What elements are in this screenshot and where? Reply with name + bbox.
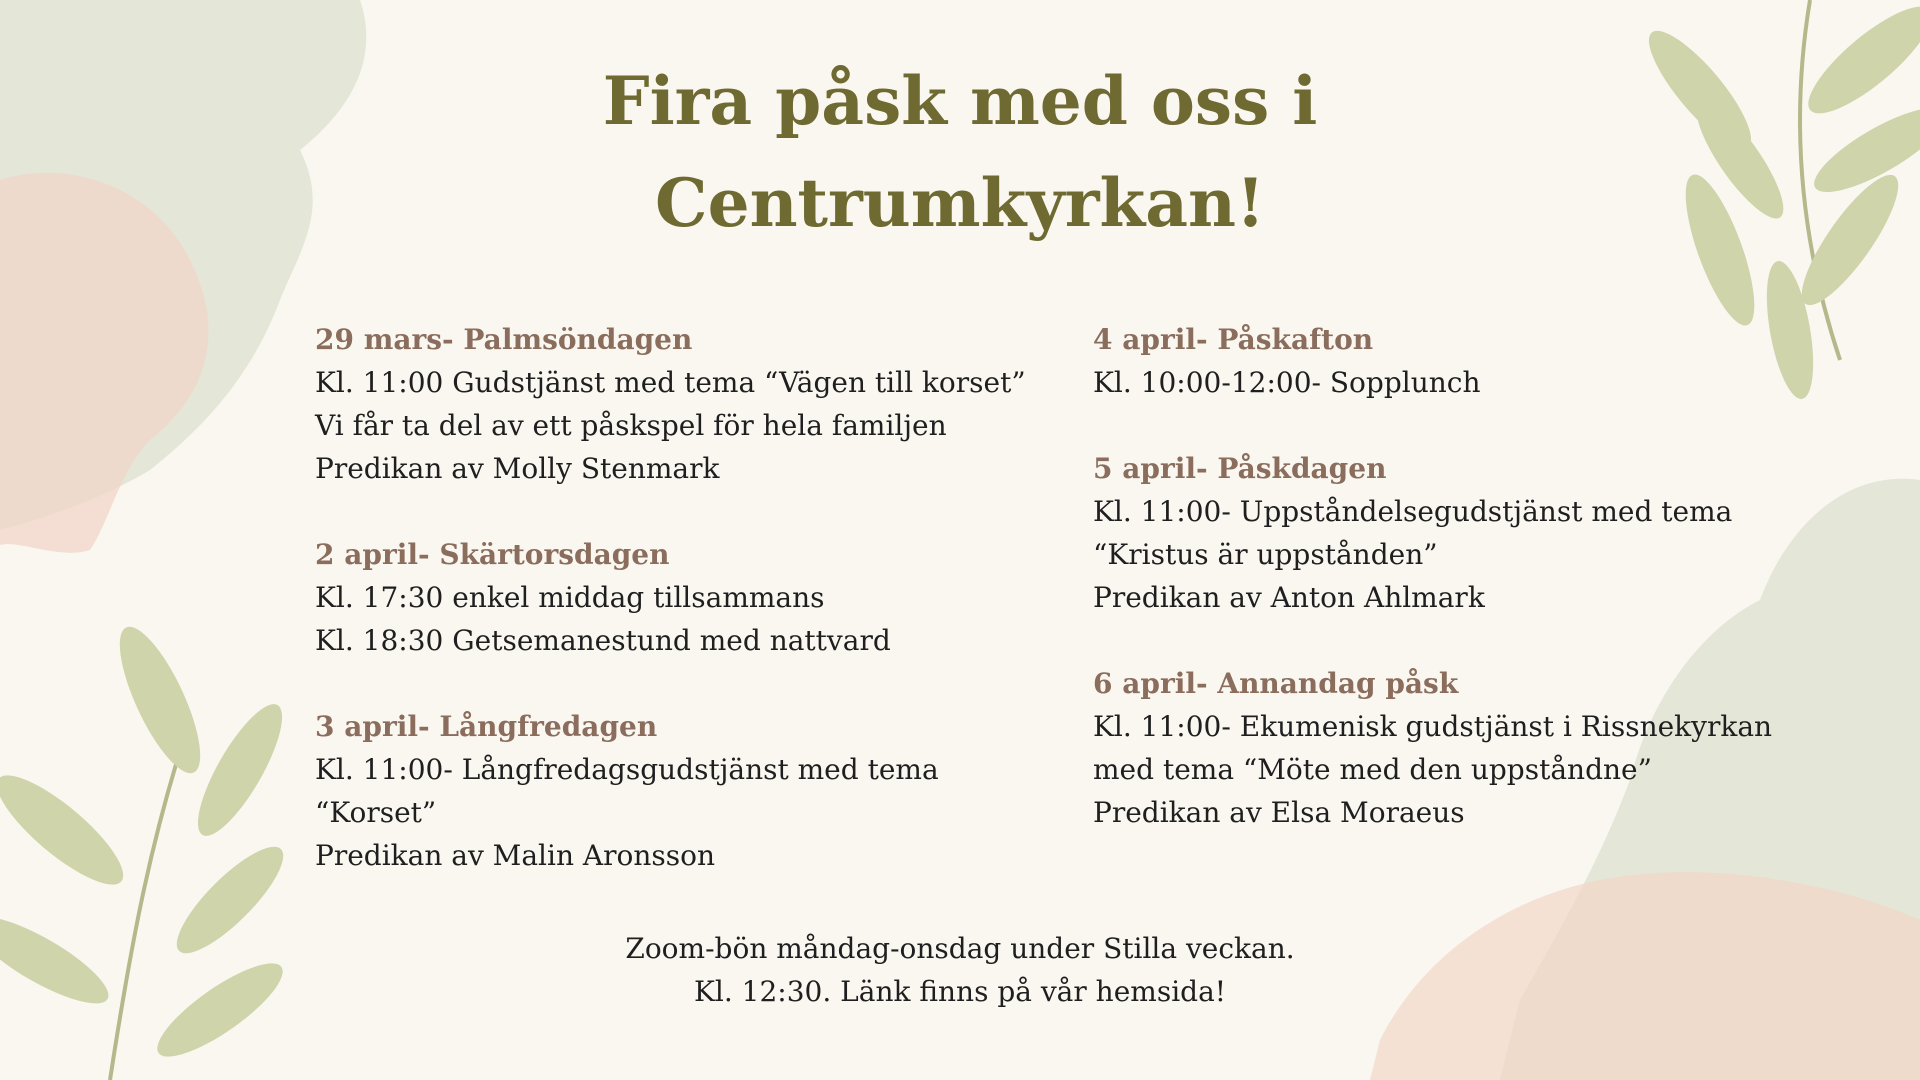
event-line: Predikan av Malin Aronsson xyxy=(315,839,716,872)
event-line: Kl. 18:30 Getsemanestund med nattvard xyxy=(315,624,891,657)
title-line-1: Fira påsk med oss i xyxy=(602,62,1318,140)
event-skartorsdagen xyxy=(315,533,1035,662)
event-line: Kl. 11:00- Långfredagsgudstjänst med tema xyxy=(315,753,939,786)
event-date: 3 april- Långfredagen xyxy=(315,710,658,743)
event-date: 2 april- Skärtorsdagen xyxy=(315,538,670,571)
event-line: Kl. 11:00 Gudstjänst med tema “Vägen till korset” xyxy=(315,366,1026,399)
event-line: “Korset” xyxy=(315,796,437,829)
event-line: Kl. 11:00- Ekumenisk gudstjänst i Rissnekyrkan xyxy=(1093,710,1773,743)
footer-line-2: Kl. 12:30. Länk finns på vår hemsida! xyxy=(693,975,1227,1008)
event-paskdagen xyxy=(1093,447,1813,619)
event-line: Kl. 10:00-12:00- Sopplunch xyxy=(1093,366,1481,399)
footer-line-1: Zoom-bön måndag-onsdag under Stilla veckan. xyxy=(625,932,1295,965)
event-palmsondagen xyxy=(315,318,1035,490)
event-line: med tema “Möte med den uppståndne” xyxy=(1093,753,1652,786)
event-line: Kl. 17:30 enkel middag tillsammans xyxy=(315,581,825,614)
event-paskafton xyxy=(1093,318,1813,404)
event-line: Predikan av Elsa Moraeus xyxy=(1093,796,1465,829)
event-date: 5 april- Påskdagen xyxy=(1093,452,1387,485)
event-line: Vi får ta del av ett påskspel för hela familjen xyxy=(315,409,947,442)
schedule-left-column xyxy=(315,318,1035,920)
event-line: “Kristus är uppstånden” xyxy=(1093,538,1438,571)
zoom-prayer-note xyxy=(0,927,1920,1013)
event-langfredagen xyxy=(315,705,1035,877)
event-line: Predikan av Molly Stenmark xyxy=(315,452,720,485)
schedule-right-column xyxy=(1093,318,1813,877)
event-line: Kl. 11:00- Uppståndelsegudstjänst med tema xyxy=(1093,495,1733,528)
event-line: Predikan av Anton Ahlmark xyxy=(1093,581,1485,614)
event-annandag-pask xyxy=(1093,662,1813,834)
page-title xyxy=(0,50,1920,254)
title-line-2: Centrumkyrkan! xyxy=(655,164,1265,242)
event-date: 6 april- Annandag påsk xyxy=(1093,667,1459,700)
event-date: 4 april- Påskafton xyxy=(1093,323,1374,356)
event-date: 29 mars- Palmsöndagen xyxy=(315,323,693,356)
